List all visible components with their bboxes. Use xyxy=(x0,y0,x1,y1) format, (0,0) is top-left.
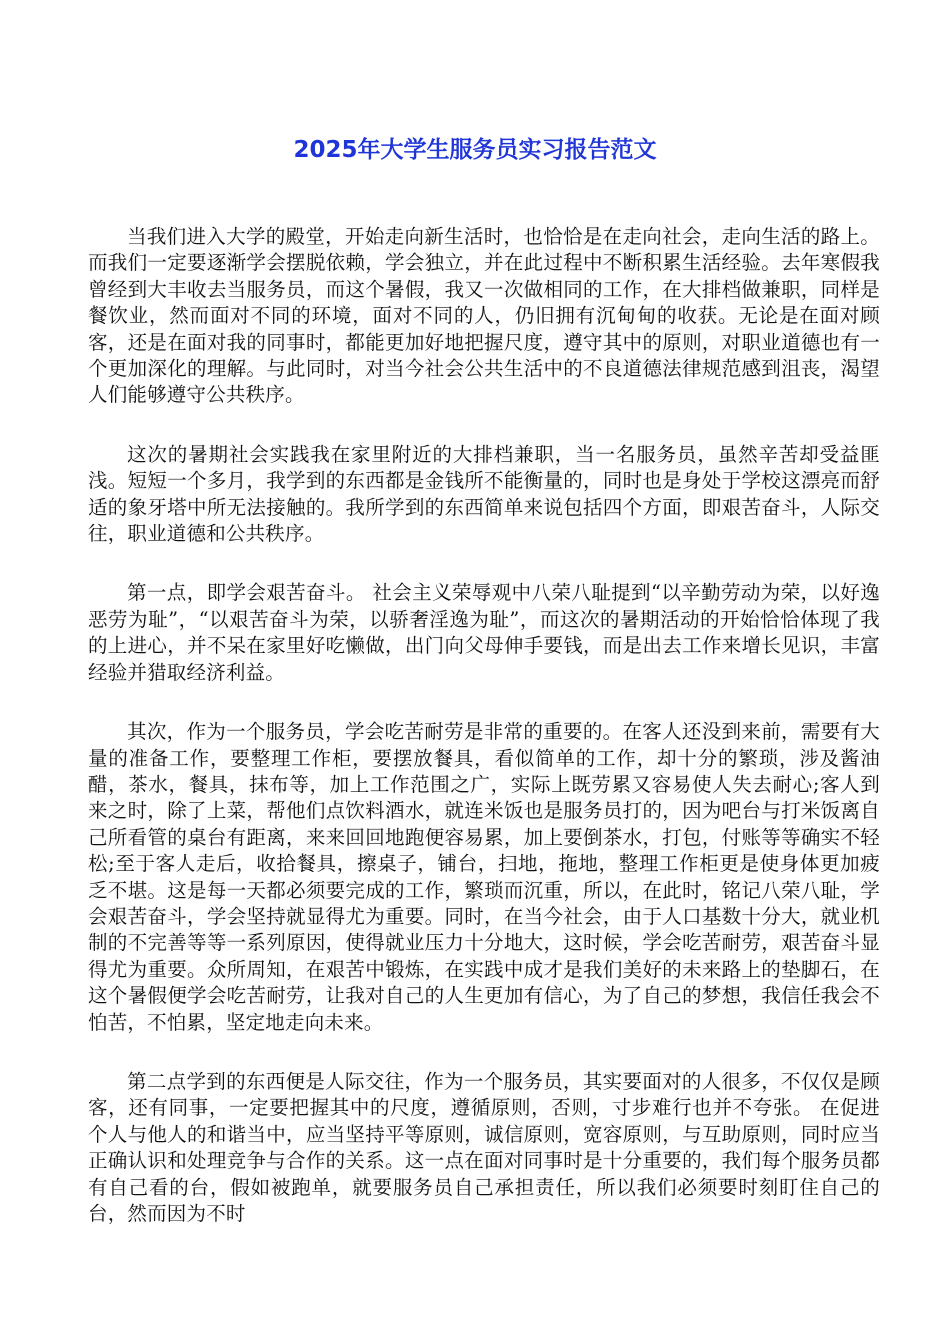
paragraph-3: 第一点，即学会艰苦奋斗。 社会主义荣辱观中八荣八耻提到“以辛勤劳动为荣，以好逸恶劳为耻”，“以艰苦奋斗为荣，以骄奢淫逸为耻”，而这次的暑期活动的开始恰恰体现了我的上进心，并不呆在家里好吃懒做，出门向父母伸手要钱，而是出去工作来增长见识，丰富经验并猎取经济利益。 xyxy=(88,581,880,684)
paragraph-4: 其次，作为一个服务员，学会吃苦耐劳是非常的重要的。在客人还没到来前，需要有大量的准备工作，要整理工作柜，要摆放餐具，看似简单的工作，却十分的繁琐，涉及酱油醋，茶水，餐具，抹布等，加上工作范围之广，实际上既劳累又容易使人失去耐心;客人到来之时，除了上菜，帮他们点饮料酒水，就连米饭也是服务员打的，因为吧台与打米饭离自己所看管的桌台有距离，来来回回地跑便容易累，加上要倒茶水，打包，付账等等确实不轻松;至于客人走后，收拾餐具，擦桌子，铺台，扫地，拖地，整理工作柜更是使身体更加疲乏不堪。这是每一天都必须要完成的工作，繁琐而沉重，所以，在此时，铭记八荣八耻，学会艰苦奋斗，学会坚持就显得尤为重要。同时，在当今社会，由于人口基数十分大，就业机制的不完善等等一系列原因，使得就业压力十分地大，这时候，学会吃苦耐劳，艰苦奋斗显得尤为重要。众所周知，在艰苦中锻炼，在实践中成才是我们美好的未来路上的垫脚石，在这个暑假便学会吃苦耐劳，让我对自己的人生更加有信心，为了自己的梦想，我信任我会不怕苦，不怕累，坚定地走向未来。 xyxy=(88,720,880,1034)
paragraph-2: 这次的暑期社会实践我在家里附近的大排档兼职，当一名服务员，虽然辛苦却受益匪浅。短短一个多月，我学到的东西都是金钱所不能衡量的，同时也是身处于学校这漂亮而舒适的象牙塔中所无法接触的。我所学到的东西简单来说包括四个方面，即艰苦奋斗，人际交往，职业道德和公共秩序。 xyxy=(88,442,880,546)
paragraph-5: 第二点学到的东西便是人际交往，作为一个服务员，其实要面对的人很多，不仅仅是顾客，还有同事，一定要把握其中的尺度，遵循原则，否则，寸步难行也并不夸张。 在促进个人与他人的和谐当中，应当坚持平等原则，诚信原则，宽容原则，与互助原则，同时应当正确认识和处理竞争与合作的关系。这一点在面对同事时是十分重要的，我们每个服务员都有自己看的台，假如被跑单，就要服务员自己承担责任，所以我们必须要时刻盯住自己的台，然而因为不时 xyxy=(88,1069,880,1225)
document-title: 2025年大学生服务员实习报告范文 xyxy=(293,137,657,163)
document-body xyxy=(88,224,880,1260)
paragraph-1: 当我们进入大学的殿堂，开始走向新生活时，也恰恰是在走向社会，走向生活的路上。而我们一定要逐渐学会摆脱依赖，学会独立，并在此过程中不断积累生活经验。去年寒假我曾经到大丰收去当服务员，而这个暑假，我又一次做相同的工作，在大排档做兼职，同样是餐饮业，然而面对不同的环境，面对不同的人，仍旧拥有沉甸甸的收获。无论是在面对顾客，还是在面对我的同事时，都能更加好地把握尺度，遵守其中的原则，对职业道德也有一个更加深化的理解。与此同时，对当今社会公共生活中的不良道德法律规范感到沮丧，渴望人们能够遵守公共秩序。 xyxy=(88,225,880,407)
